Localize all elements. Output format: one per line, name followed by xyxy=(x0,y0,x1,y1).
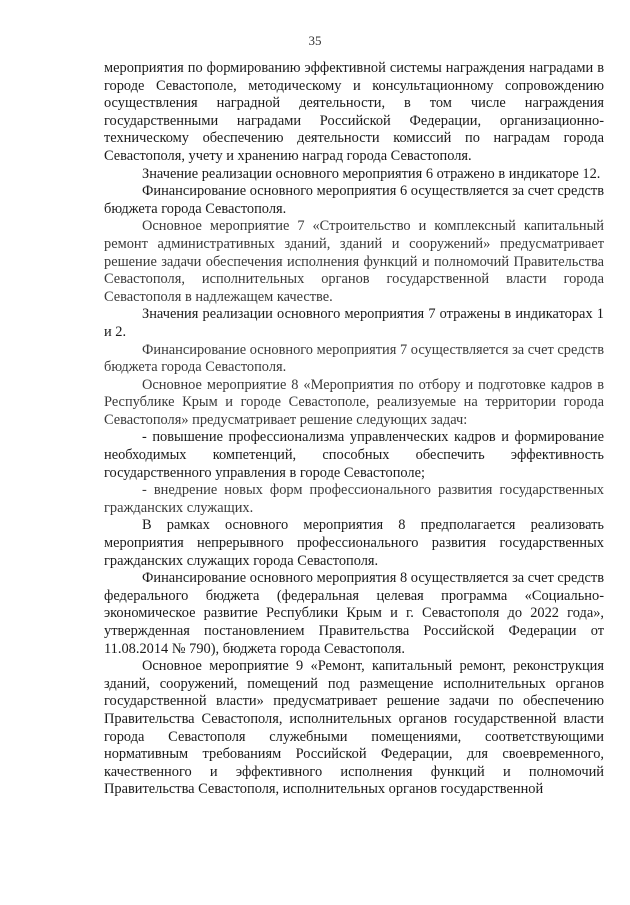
paragraph-indicator-7: Значения реализации основного мероприятия 7 отражены в индикаторах 1 и 2. xyxy=(104,306,604,340)
paragraph-financing-7: Финансирование основного мероприятия 7 осуществляется за счет средств бюджета города Севастополя. xyxy=(104,341,604,376)
paragraph-financing-8: Финансирование основного мероприятия 8 осуществляется за счет средств федерального бюджета (федеральная целевая программа «Социально-экономическое развитие Республики Крым и г. Севастополя до 2022 года», утвержденная постановлением Правительства Российской Федерации от 11.08.2014 № 790), бюджета города Севастополя. xyxy=(104,570,604,657)
list-item-professionalism: - повышение профессионализма управленческих кадров и формирование необходимых компетенций, способных обеспечить эффективность государственного управления в городе Севастополе; xyxy=(104,429,604,481)
list-item-new-forms: - внедрение новых форм профессионального развития государственных гражданских служащих. xyxy=(104,482,604,516)
paragraph-measure-7: Основное мероприятие 7 «Строительство и комплексный капитальный ремонт административных зданий, зданий и сооружений» предусматривает решение задачи обеспечения исполнения функций и полномочий Правительства Севастополя, исполнительных органов государственной власти города Севастополя в надлежащем качестве. xyxy=(104,218,604,305)
paragraph-continuation: мероприятия по формированию эффективной системы награждения наградами в городе Севастополе, методическому и консультационному сопровождению осуществления наградной деятельности, в том числе награждения государственными наградами Российской Федерации, организационно-техническому обеспечению деятельности комиссий по наградам города Севастополя, учету и хранению наград города Севастополя. xyxy=(104,60,604,164)
document-body xyxy=(104,60,604,799)
paragraph-measure-8: Основное мероприятие 8 «Мероприятия по отбору и подготовке кадров в Республике Крым и городе Севастополе, реализуемые на территории города Севастополя» предусматривает решение следующих задач: xyxy=(104,376,604,428)
paragraph-measure-8-scope: В рамках основного мероприятия 8 предполагается реализовать мероприятия непрерывного профессионального развития государственных гражданских служащих города Севастополя. xyxy=(104,517,604,569)
paragraph-measure-9: Основное мероприятие 9 «Ремонт, капитальный ремонт, реконструкция зданий, сооружений, помещений под размещение исполнительных органов государственной власти» предусматривает решение задачи по обеспечению Правительства Севастополя, исполнительных органов государственной власти города Севастополя служебными помещениями, соответствующими нормативным требованиям Российской Федерации, для своевременного, качественного и эффективного исполнения функций и полномочий Правительства Севастополя, исполнительных органов государственной xyxy=(104,658,604,798)
paragraph-indicator-6: Значение реализации основного мероприятия 6 отражено в индикаторе 12. xyxy=(142,165,601,182)
paragraph-financing-6: Финансирование основного мероприятия 6 осуществляется за счет средств бюджета города Севастополя. xyxy=(104,183,604,217)
page-number: 35 xyxy=(308,33,322,48)
